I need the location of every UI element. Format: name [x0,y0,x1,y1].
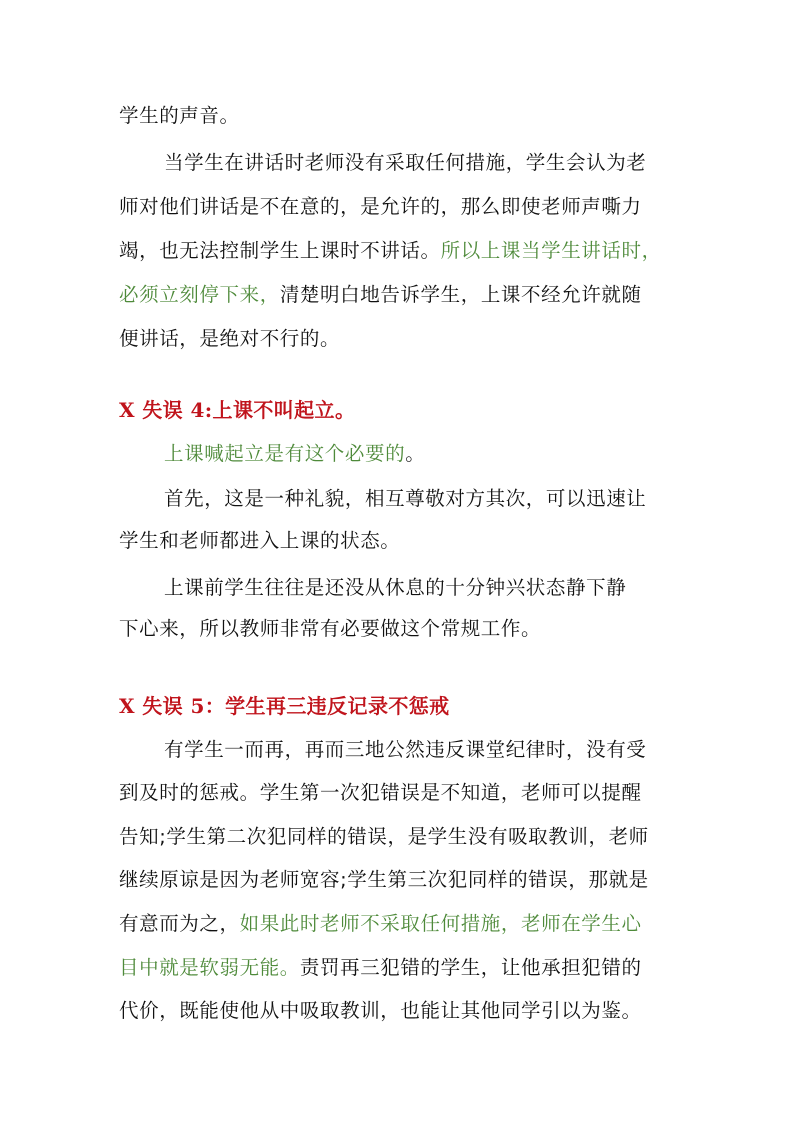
text-run: 当学生在讲话时老师没有采取任何措施，学生会认为老 [164,151,647,174]
text-run: 代价，既能使他从中吸取教训，也能让其他同学引以为鉴。 [119,999,642,1022]
text-run: 到及时的惩戒。学生第一次犯错误是不知道，老师可以提醒 [119,781,642,804]
text-run: 清楚明白地告诉学生，上课不经允许就随 [279,283,642,306]
text-run: 学生和老师都进入上课的状态。 [119,529,401,552]
paragraph-line [119,282,689,308]
paragraph-line [164,441,734,467]
highlighted-text: 所以上课当学生讲话时， [440,239,662,262]
text-run: 师对他们讲话是不在意的，是允许的，那么即使老师声嘶力 [119,195,642,218]
text-run: 告知;学生第二次犯同样的错误，是学生没有吸取教训，老师 [119,825,649,848]
paragraph-line [119,326,689,352]
highlighted-text: 必须立刻停下来， [119,283,280,306]
paragraph-line [119,955,689,981]
paragraph-line [119,528,689,554]
section-heading-5: X 失误 5：学生再三违反记录不惩戒 [119,694,450,718]
paragraph-line [164,737,734,763]
paragraph-line [164,575,734,601]
text-run: 。 [405,442,426,465]
paragraph-line [119,911,689,937]
paragraph-line [164,486,734,512]
paragraph-line [119,616,689,642]
paragraph-line [119,998,689,1024]
paragraph-line [119,780,689,806]
paragraph-line [119,194,689,220]
text-run: 竭，也无法控制学生上课时不讲话。 [119,239,441,262]
paragraph-line [119,103,689,129]
paragraph-line [119,867,689,893]
highlighted-text: 目中就是软弱无能。 [119,956,300,979]
text-run: 继续原谅是因为老师宽容;学生第三次犯同样的错误，那就是 [119,868,649,891]
text-run: 首先，这是一种礼貌，相互尊敬对方其次，可以迅速让 [164,487,647,510]
text-run: 有意而为之， [119,912,240,935]
paragraph-line [119,238,689,264]
text-run: 责罚再三犯错的学生，让他承担犯错的 [299,956,642,979]
paragraph-line [164,150,734,176]
highlighted-text: 如果此时老师不采取任何措施，老师在学生心 [239,912,642,935]
text-run: 学生的声音。 [119,104,240,127]
text-run: 有学生一而再，再而三地公然违反课堂纪律时，没有受 [164,738,647,761]
text-run: 上课前学生往往是还没从休息的十分钟兴状态静下静 [164,576,627,599]
text-run: 下心来，所以教师非常有必要做这个常规工作。 [119,617,542,640]
paragraph-line [119,824,689,850]
section-heading-4: X 失误 4:上课不叫起立。 [119,398,356,422]
highlighted-text: 上课喊起立是有这个必要的 [164,442,406,465]
text-run: 便讲话，是绝对不行的。 [119,327,341,350]
